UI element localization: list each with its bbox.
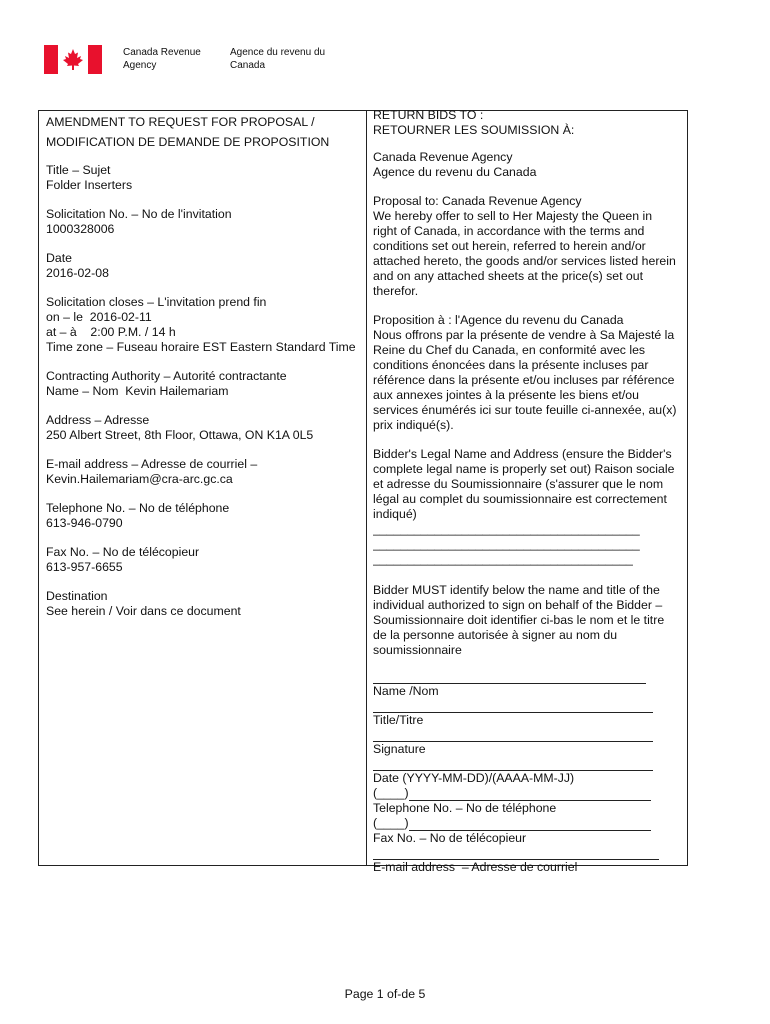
- return-agency-en: Canada Revenue Agency: [373, 150, 513, 164]
- destination-block: [46, 589, 358, 619]
- bidder-blank-line-2[interactable]: _______________________________________: [373, 537, 640, 551]
- closes-at: at – à 2:00 P.M. / 14 h: [46, 325, 176, 339]
- fax-label: Fax No. – No de télécopieur: [46, 545, 200, 559]
- agency-name-fr: Agence du revenu du Canada: [230, 47, 326, 71]
- phone-field[interactable]: [373, 786, 678, 801]
- email-label: E-mail address – Adresse de courriel –: [46, 457, 258, 471]
- title-block: [46, 163, 358, 193]
- bidder-legal-block: [373, 447, 678, 567]
- destination-label: Destination: [46, 589, 108, 603]
- return-bids-block: [373, 108, 678, 138]
- signature-fields: [373, 670, 678, 875]
- phone-label: Telephone No. – No de téléphone: [46, 501, 230, 515]
- email-field-label: E-mail address – Adresse de courriel: [373, 860, 578, 874]
- proposition-block: [373, 313, 678, 433]
- amendment-form-box: [38, 108, 688, 874]
- column-divider: [366, 111, 367, 865]
- date-field[interactable]: [373, 757, 653, 771]
- canada-flag-icon: [44, 45, 102, 74]
- solicitation-value: 1000328006: [46, 222, 115, 236]
- email-field[interactable]: [373, 846, 659, 860]
- phone-field-label: Telephone No. – No de téléphone: [373, 801, 557, 815]
- closes-label: Solicitation closes – L'invitation prend fin: [46, 295, 267, 309]
- proposal-block: [373, 194, 678, 299]
- email-block: [46, 457, 358, 487]
- fax-field-label: Fax No. – No de télécopieur: [373, 831, 527, 845]
- fax-value: 613-957-6655: [46, 560, 123, 574]
- address-label: Address – Adresse: [46, 413, 150, 427]
- solicitation-details: [46, 113, 358, 633]
- fax-underline: [409, 818, 651, 831]
- fax-area-code: (____): [373, 816, 409, 830]
- bidder-blank-line-3[interactable]: ______________________________________: [373, 552, 633, 566]
- authority-name: Name – Nom Kevin Hailemariam: [46, 384, 229, 398]
- bidder-identify-block: [373, 583, 678, 658]
- return-bids-fr: RETOURNER LES SOUMISSION À:: [373, 123, 575, 137]
- closes-on: on – le 2016-02-11: [46, 310, 152, 324]
- bid-return-details: [373, 108, 678, 875]
- authority-label: Contracting Authority – Autorité contractante: [46, 369, 287, 383]
- fax-block: [46, 545, 358, 575]
- signature-field[interactable]: [373, 728, 653, 742]
- closing-block: [46, 295, 358, 355]
- proposition-to: Proposition à : l'Agence du revenu du Canada: [373, 313, 624, 327]
- proposal-to: Proposal to: Canada Revenue Agency: [373, 194, 582, 208]
- return-bids-en: RETURN BIDS TO :: [373, 108, 484, 122]
- proposal-text: We hereby offer to sell to Her Majesty the Queen in right of Canada, in accordance with the terms and conditions set out herein, referred to herein and/or attached hereto, the goods and/or services listed herein and on any attached sheets at the price(s) set out therefor.: [373, 209, 676, 298]
- title-field-label: Title/Titre: [373, 713, 424, 727]
- agency-name-en: Canada Revenue Agency: [123, 47, 201, 71]
- timezone: Time zone – Fuseau horaire EST Eastern Standard Time: [46, 340, 356, 354]
- destination-value: See herein / Voir dans ce document: [46, 604, 241, 618]
- proposition-text: Nous offrons par la présente de vendre à Sa Majesté la Reine du Chef du Canada, en conformité avec les conditions énoncées dans la présente incluses par référence dans la présente et/ou incluses par référence aux annexes jointes à la présente les biens et/ou services énumérés ici sur toute feuille ci-annexée, au(x) prix indiqué(s).: [373, 328, 677, 432]
- name-label: Name /Nom: [373, 684, 439, 698]
- date-label: Date: [46, 251, 72, 265]
- email-value: Kevin.Hailemariam@cra-arc.gc.ca: [46, 472, 233, 486]
- address-block: [46, 413, 358, 443]
- date-format-label: Date (YYYY-MM-DD)/(AAAA-MM-JJ): [373, 771, 575, 785]
- form-heading: AMENDMENT TO REQUEST FOR PROPOSAL / MODIFICATION DE DEMANDE DE PROPOSITION: [46, 115, 330, 149]
- title-label: Title – Sujet: [46, 163, 111, 177]
- phone-underline: [409, 788, 651, 801]
- page-header: [44, 45, 464, 77]
- signature-label: Signature: [373, 742, 426, 756]
- name-field[interactable]: [373, 670, 646, 684]
- bidder-identify-text: Bidder MUST identify below the name and title of the individual authorized to sign on behalf of the Bidder – Soumissionnaire doit identifier ci-bas le nom et le titre de la personne autorisée à signer au nom du soumissionnaire: [373, 583, 665, 657]
- bidder-blank-line-1[interactable]: _______________________________________: [373, 522, 640, 536]
- title-value: Folder Inserters: [46, 178, 133, 192]
- phone-area-code: (____): [373, 786, 409, 800]
- fax-field[interactable]: [373, 816, 678, 831]
- phone-block: [46, 501, 358, 531]
- solicitation-label: Solicitation No. – No de l'invitation: [46, 207, 232, 221]
- return-agency-fr: Agence du revenu du Canada: [373, 165, 537, 179]
- return-agency-block: [373, 150, 678, 180]
- address-value: 250 Albert Street, 8th Floor, Ottawa, ON K1A 0L5: [46, 428, 314, 442]
- authority-block: [46, 369, 358, 399]
- phone-value: 613-946-0790: [46, 516, 123, 530]
- date-value: 2016-02-08: [46, 266, 109, 280]
- date-block: [46, 251, 358, 281]
- title-field[interactable]: [373, 699, 653, 713]
- bidder-legal-text: Bidder's Legal Name and Address (ensure the Bidder's complete legal name is properly set out) Raison sociale et adresse du Soumissionnaire (s'assurer que le nom légal au complet du soumissionnaire est correctement indiqué): [373, 447, 675, 521]
- page-number: Page 1 of-de 5: [344, 987, 426, 1001]
- solicitation-block: [46, 207, 358, 237]
